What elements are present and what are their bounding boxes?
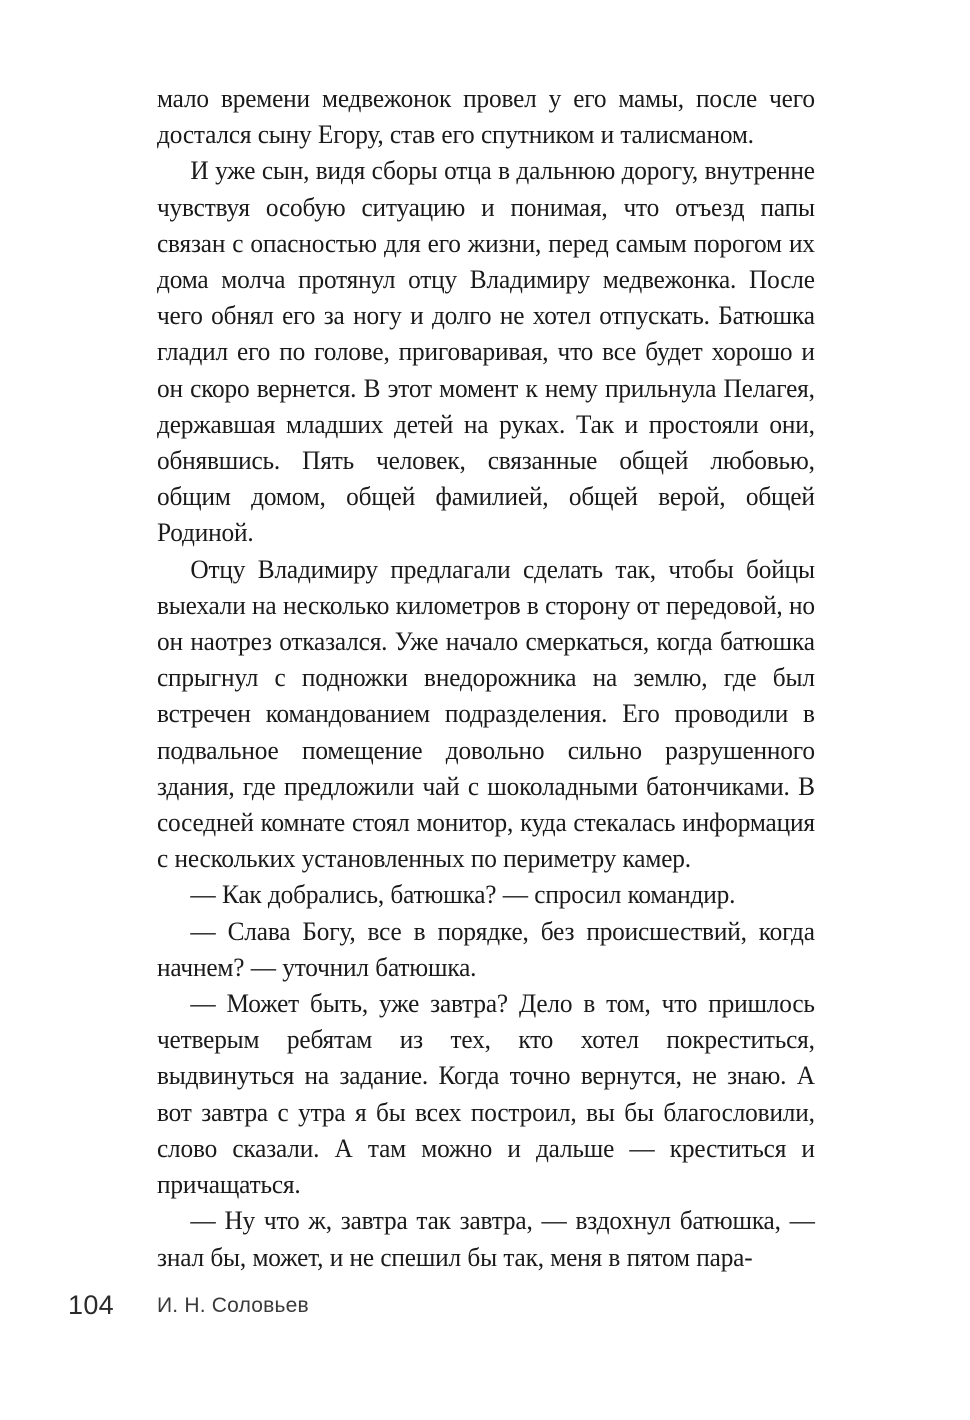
dialogue-line-4: — Ну что ж, завтра так завтра, — вздохнул батюшка, — знал бы, может, и не спешил бы так, меня в пятом пара- bbox=[157, 1205, 815, 1272]
paragraph-continued: мало времени медвежонок провел у его мамы, после чего достался сыну Егору, став его спутником и талисманом. bbox=[157, 83, 815, 150]
paragraph-son-farewell: И уже сын, видя сборы отца в дальнюю дорогу, внутренне чувствуя особую ситуацию и понимая, что отъезд папы связан с опасностью для его жизни, перед самым порогом их дома молча протянул отцу Владимиру медвежонка. После чего обнял его за ногу и долго не хотел отпускать. Батюшка гладил его по голове, приговаривая, что все будет хорошо и он скоро вернется. В этот момент к нему прильнула Пелагея, державшая младших детей на руках. Так и простояли они, обнявшись. Пять человек, связанные общей любовью, общим домом, общей фамилией, общей верой, общей Родиной. bbox=[157, 155, 815, 548]
paragraph-arrival: Отцу Владимиру предлагали сделать так, чтобы бойцы выехали на несколько километров в сторону от передовой, но он наотрез отказался. Уже начало смеркаться, когда батюшка спрыгнул с подножки внедорожника на землю, где был встречен командованием подразделения. Его проводили в подвальное помещение довольно сильно разрушенного здания, где предложили чай с шоколадными батончиками. В соседней комнате стоял монитор, куда стекалась информация с нескольких установленных по периметру камер. bbox=[157, 553, 815, 874]
dialogue-line-2: — Слава Богу, все в порядке, без происшествий, когда начнем? — уточнил батюшка. bbox=[157, 915, 815, 982]
page-footer bbox=[0, 1288, 970, 1328]
page-number: 104 bbox=[68, 1290, 114, 1320]
dialogue-line-1: — Как добрались, батюшка? — спросил командир. bbox=[190, 879, 736, 910]
dialogue-line-3: — Может быть, уже завтра? Дело в том, что пришлось четверым ребятам из тех, кто хотел покреститься, выдвинуться на задание. Когда точно вернутся, не знаю. А вот завтра с утра я бы всех построил, вы бы благословили, слово сказали. А там можно и дальше — креститься и причащаться. bbox=[157, 988, 815, 1200]
running-head: И. Н. Соловьев bbox=[157, 1294, 309, 1317]
page-text-body bbox=[157, 80, 813, 1275]
